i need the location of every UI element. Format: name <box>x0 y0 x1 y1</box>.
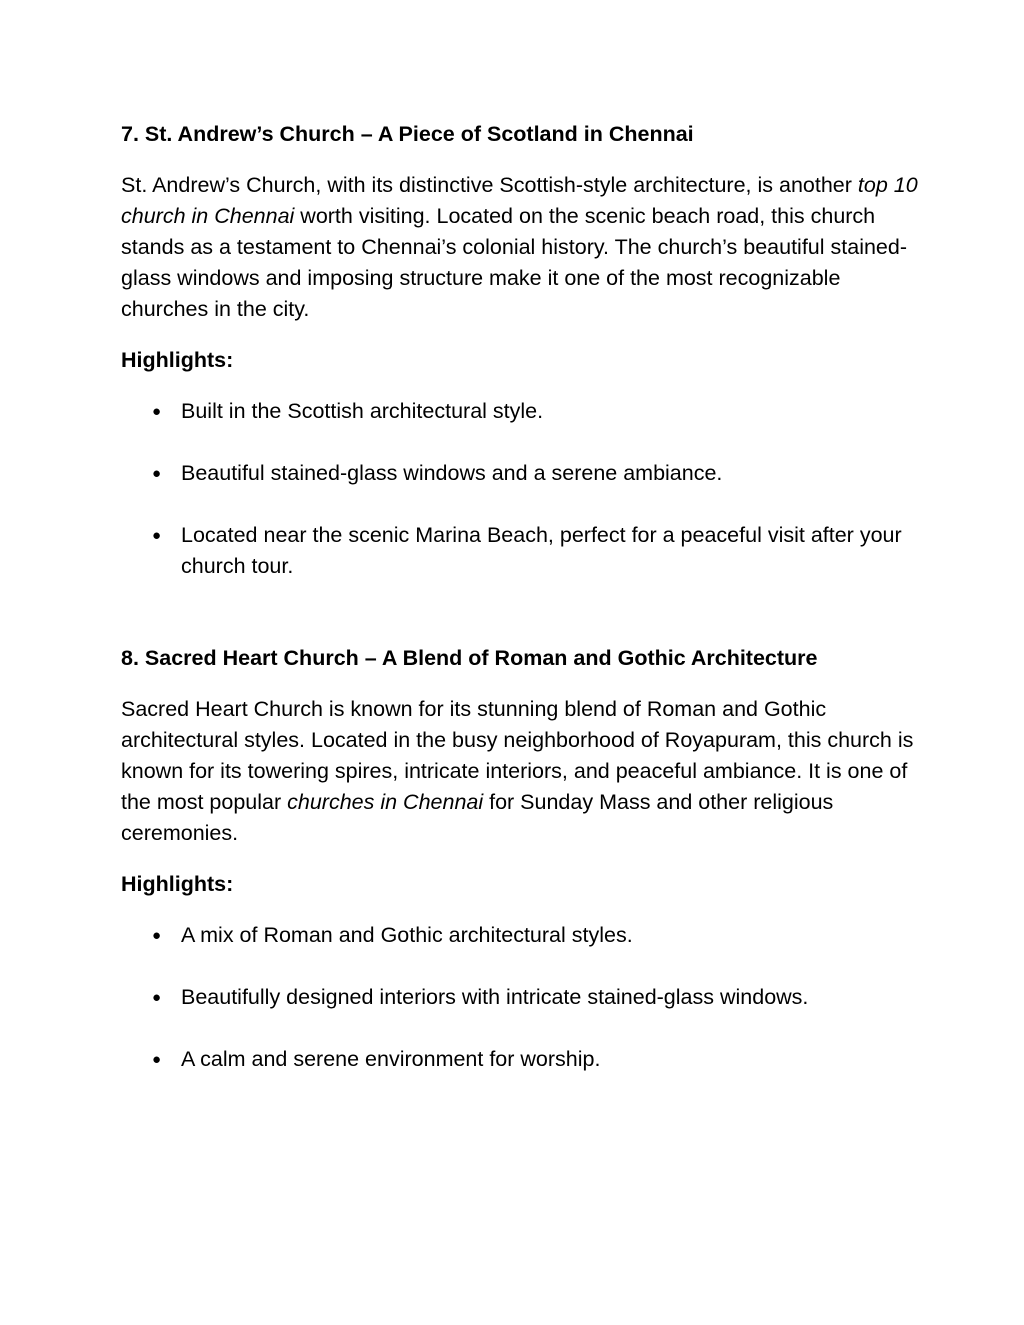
section-paragraph <box>121 694 921 849</box>
paragraph-text: worth visiting. Located on the scenic beach road, this church stands as a testament to Chennai’s colonial history. The church’s beautiful stained-glass windows and imposing structure make it one of the most recognizable churches in the city. <box>121 204 907 321</box>
section-paragraph <box>121 170 921 325</box>
bullet-dot-icon: ● <box>152 403 162 420</box>
highlights-label: Highlights: <box>121 872 234 896</box>
bullet-dot-icon: ● <box>152 465 162 482</box>
bullet-item <box>152 520 921 582</box>
bullet-item <box>152 396 921 427</box>
bullet-text: Built in the Scottish architectural style. <box>181 399 544 423</box>
bullet-item <box>152 982 921 1013</box>
bullet-dot-icon: ● <box>152 1051 162 1068</box>
paragraph-text: for Sunday Mass and other religious ceremonies. <box>121 790 834 845</box>
bullet-dot-icon: ● <box>152 927 162 944</box>
paragraph-text: St. Andrew’s Church, with its distinctive Scottish-style architecture, is another <box>121 173 858 197</box>
bullet-text: A calm and serene environment for worship. <box>181 1047 601 1071</box>
bullet-text: Beautifully designed interiors with intricate stained-glass windows. <box>181 985 809 1009</box>
paragraph-emphasis: churches in Chennai <box>287 790 484 814</box>
bullet-dot-icon: ● <box>152 989 162 1006</box>
bullet-dot-icon: ● <box>152 527 162 544</box>
bullet-item <box>152 458 921 489</box>
section-heading: 7. St. Andrew’s Church – A Piece of Scotland in Chennai <box>121 122 694 146</box>
bullet-item <box>152 920 921 951</box>
highlights-label: Highlights: <box>121 348 234 372</box>
section-heading: 8. Sacred Heart Church – A Blend of Roman and Gothic Architecture <box>121 646 818 670</box>
paragraph-text: Sacred Heart Church is known for its stunning blend of Roman and Gothic architectural styles. Located in the busy neighborhood of Royapuram, this church is known for its towering spires, intricate interiors, and peaceful ambiance. It is one of the most popular <box>121 697 914 814</box>
bullet-text: A mix of Roman and Gothic architectural styles. <box>181 923 633 947</box>
bullet-item <box>152 1044 921 1075</box>
bullet-text: Located near the scenic Marina Beach, perfect for a peaceful visit after your church tour. <box>181 523 902 578</box>
paragraph-emphasis: top 10 church in Chennai <box>121 173 918 228</box>
bullet-text: Beautiful stained-glass windows and a serene ambiance. <box>181 461 723 485</box>
